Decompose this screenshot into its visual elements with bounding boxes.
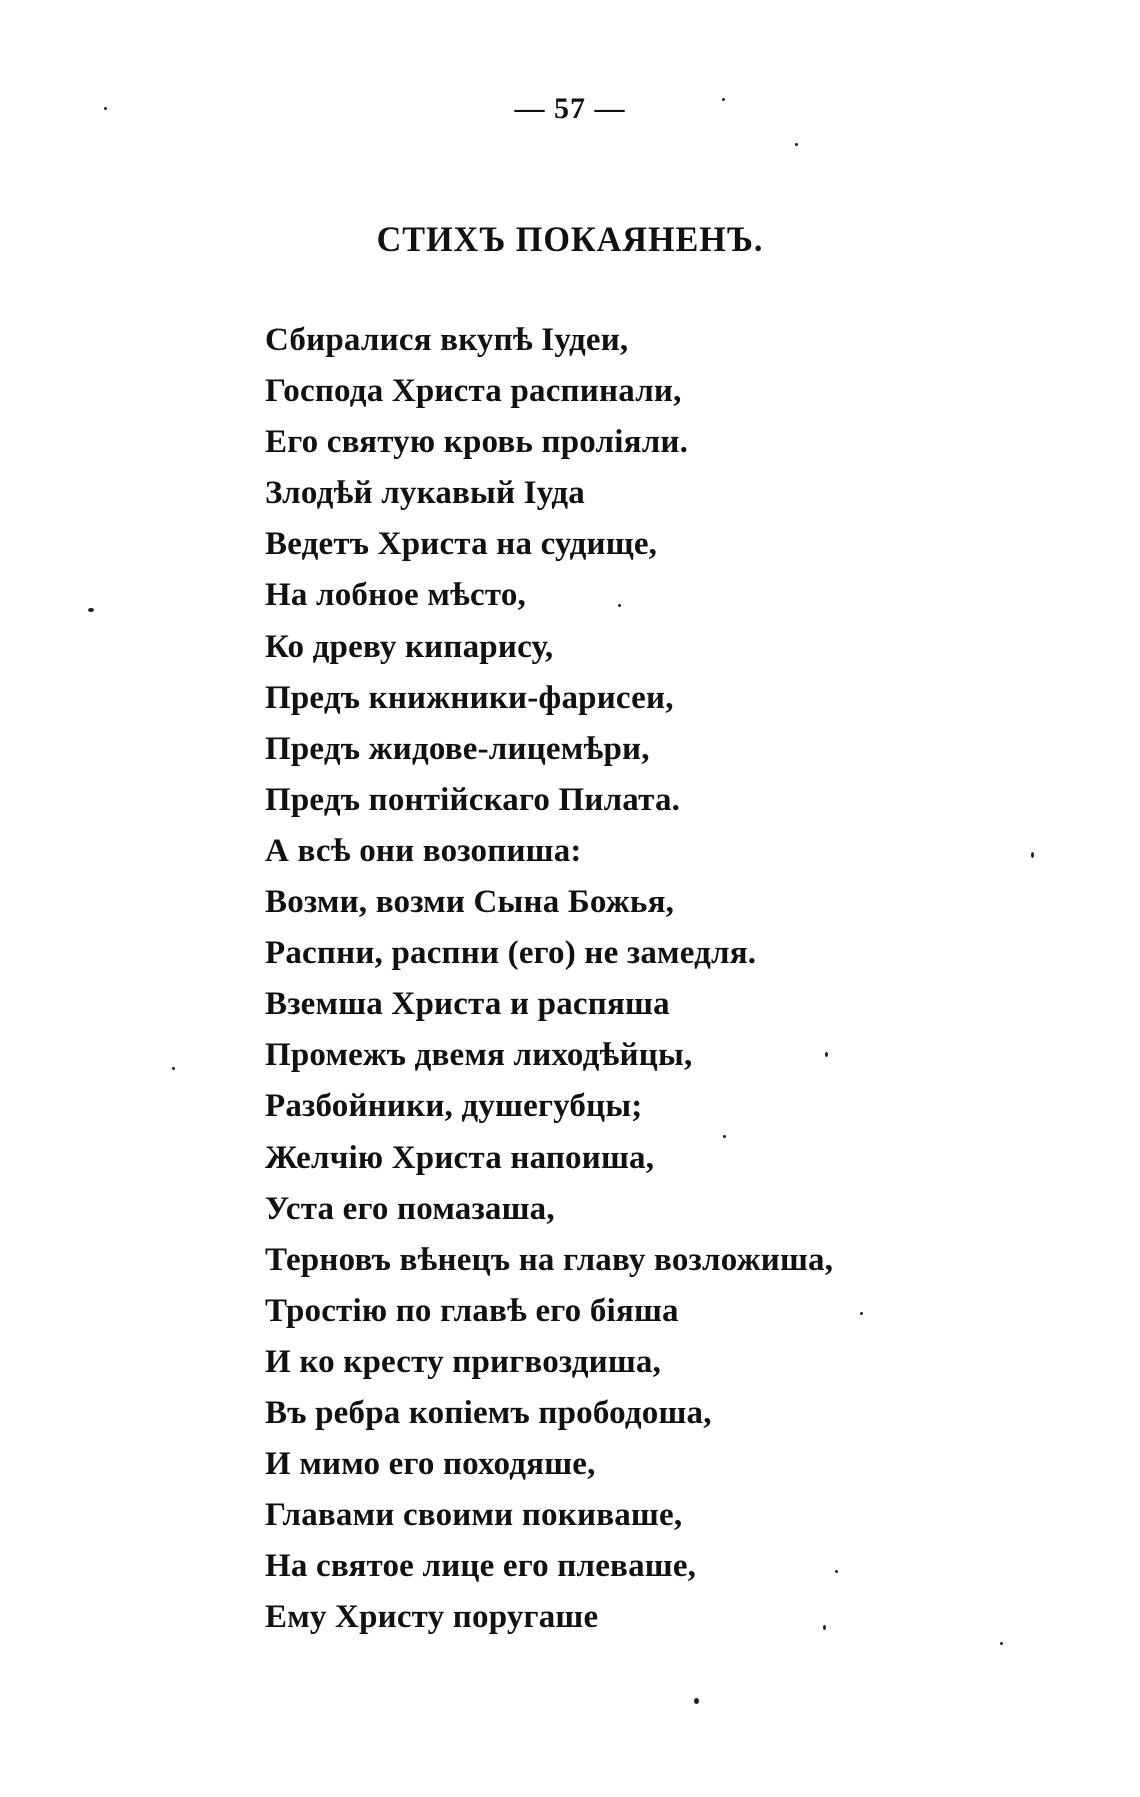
poem-line: Господа Христа распинали, [265, 373, 682, 410]
page-number: — 57 — [514, 92, 626, 125]
poem-line: Распни, распни (его) не замедля. [265, 935, 757, 972]
scan-speck [860, 1312, 863, 1315]
poem-line: Злодѣй лукавый Іуда [265, 475, 585, 512]
poem-line: Ему Христу поругаше [265, 1599, 599, 1636]
poem-line: На лобное мѣсто, [265, 577, 526, 614]
scan-speck [694, 1698, 699, 1704]
poem-line: Его святую кровь проліяли. [265, 424, 689, 461]
poem-body [265, 315, 905, 1643]
scan-speck [104, 107, 107, 110]
scan-speck [1031, 852, 1034, 858]
poem-line: А всѣ они возопиша: [265, 832, 582, 869]
poem-line: И ко кресту пригвоздиша, [265, 1343, 662, 1380]
scan-speck [825, 1052, 828, 1057]
scan-speck [723, 1135, 726, 1138]
poem-line: Возми, возми Сына Божья, [265, 884, 675, 921]
poem-line: Ведетъ Христа на судище, [265, 526, 658, 563]
poem-line: Желчію Христа напоиша, [265, 1139, 655, 1176]
poem-line: Тростію по главѣ его біяша [265, 1292, 679, 1329]
poem-line: Разбойники, душегубцы; [265, 1088, 643, 1125]
scan-speck [618, 604, 621, 607]
poem-line: На святое лице его плеваше, [265, 1548, 697, 1585]
poem-line: Ко древу кипарису, [265, 628, 554, 665]
poem-title: СТИХЪ ПОКАЯНЕНЪ. [376, 219, 764, 259]
poem-line: Терновъ вѣнецъ на главу возложиша, [265, 1241, 834, 1278]
poem-line: Предъ жидове-лицемѣри, [265, 730, 650, 767]
scan-speck [722, 98, 725, 101]
poem-line: Предъ понтійскаго Пилата. [265, 781, 681, 818]
scan-speck [172, 1067, 175, 1070]
poem-line: Въ ребра копіемъ прободоша, [265, 1394, 712, 1431]
poem-line: Главами своими покиваше, [265, 1497, 683, 1534]
poem-line: Промежъ двемя лиходѣйцы, [265, 1037, 693, 1074]
scan-speck [1000, 1642, 1003, 1645]
scan-speck [88, 608, 94, 612]
scan-speck [795, 143, 798, 146]
poem-line: Уста его помазаша, [265, 1190, 555, 1227]
scan-speck [823, 1625, 826, 1630]
poem-line: И мимо его походяше, [265, 1446, 596, 1483]
scan-speck [835, 1570, 838, 1573]
poem-line: Предъ книжники-фарисеи, [265, 679, 674, 716]
poem-line: Сбиралися вкупѣ Іудеи, [265, 322, 629, 358]
poem-line: Вземша Христа и распяша [265, 986, 670, 1023]
